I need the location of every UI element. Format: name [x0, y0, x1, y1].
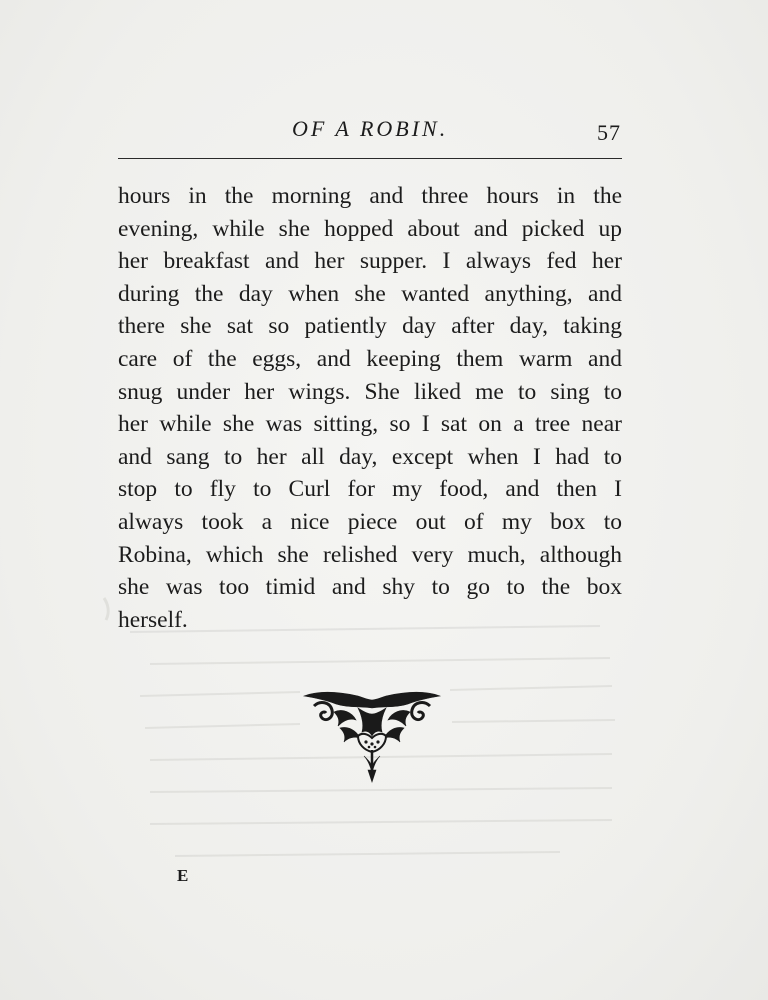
- text-line: and sang to her all day, except when I had to: [118, 443, 622, 470]
- text-line: her breakfast and her supper. I always fed her: [118, 248, 622, 275]
- page-number: 57: [597, 120, 621, 145]
- body-paragraph: [118, 180, 622, 636]
- text-line: she was too timid and shy to go to the box: [118, 574, 622, 601]
- text-line: there she sat so patiently day after day, taking: [118, 313, 622, 340]
- text-line: during the day when she wanted anything, and: [118, 280, 622, 307]
- text-line: evening, while she hopped about and picked up: [118, 215, 622, 242]
- header-rule: [118, 158, 622, 159]
- text-line: snug under her wings. She liked me to sing to: [118, 378, 622, 405]
- text-line: always took a nice piece out of my box to: [118, 508, 622, 535]
- tailpiece-ornament-icon: [300, 686, 444, 786]
- text-line: Robina, which she relished very much, although: [118, 541, 622, 568]
- text-line: care of the eggs, and keeping them warm and: [118, 345, 622, 372]
- running-head: OF A ROBIN.: [292, 116, 449, 141]
- text-line: herself.: [118, 606, 188, 633]
- text-line: stop to fly to Curl for my food, and then I: [118, 476, 622, 503]
- text-line: her while she was sitting, so I sat on a tree near: [118, 411, 622, 438]
- signature-mark: E: [177, 866, 190, 885]
- text-line: hours in the morning and three hours in the: [118, 183, 622, 209]
